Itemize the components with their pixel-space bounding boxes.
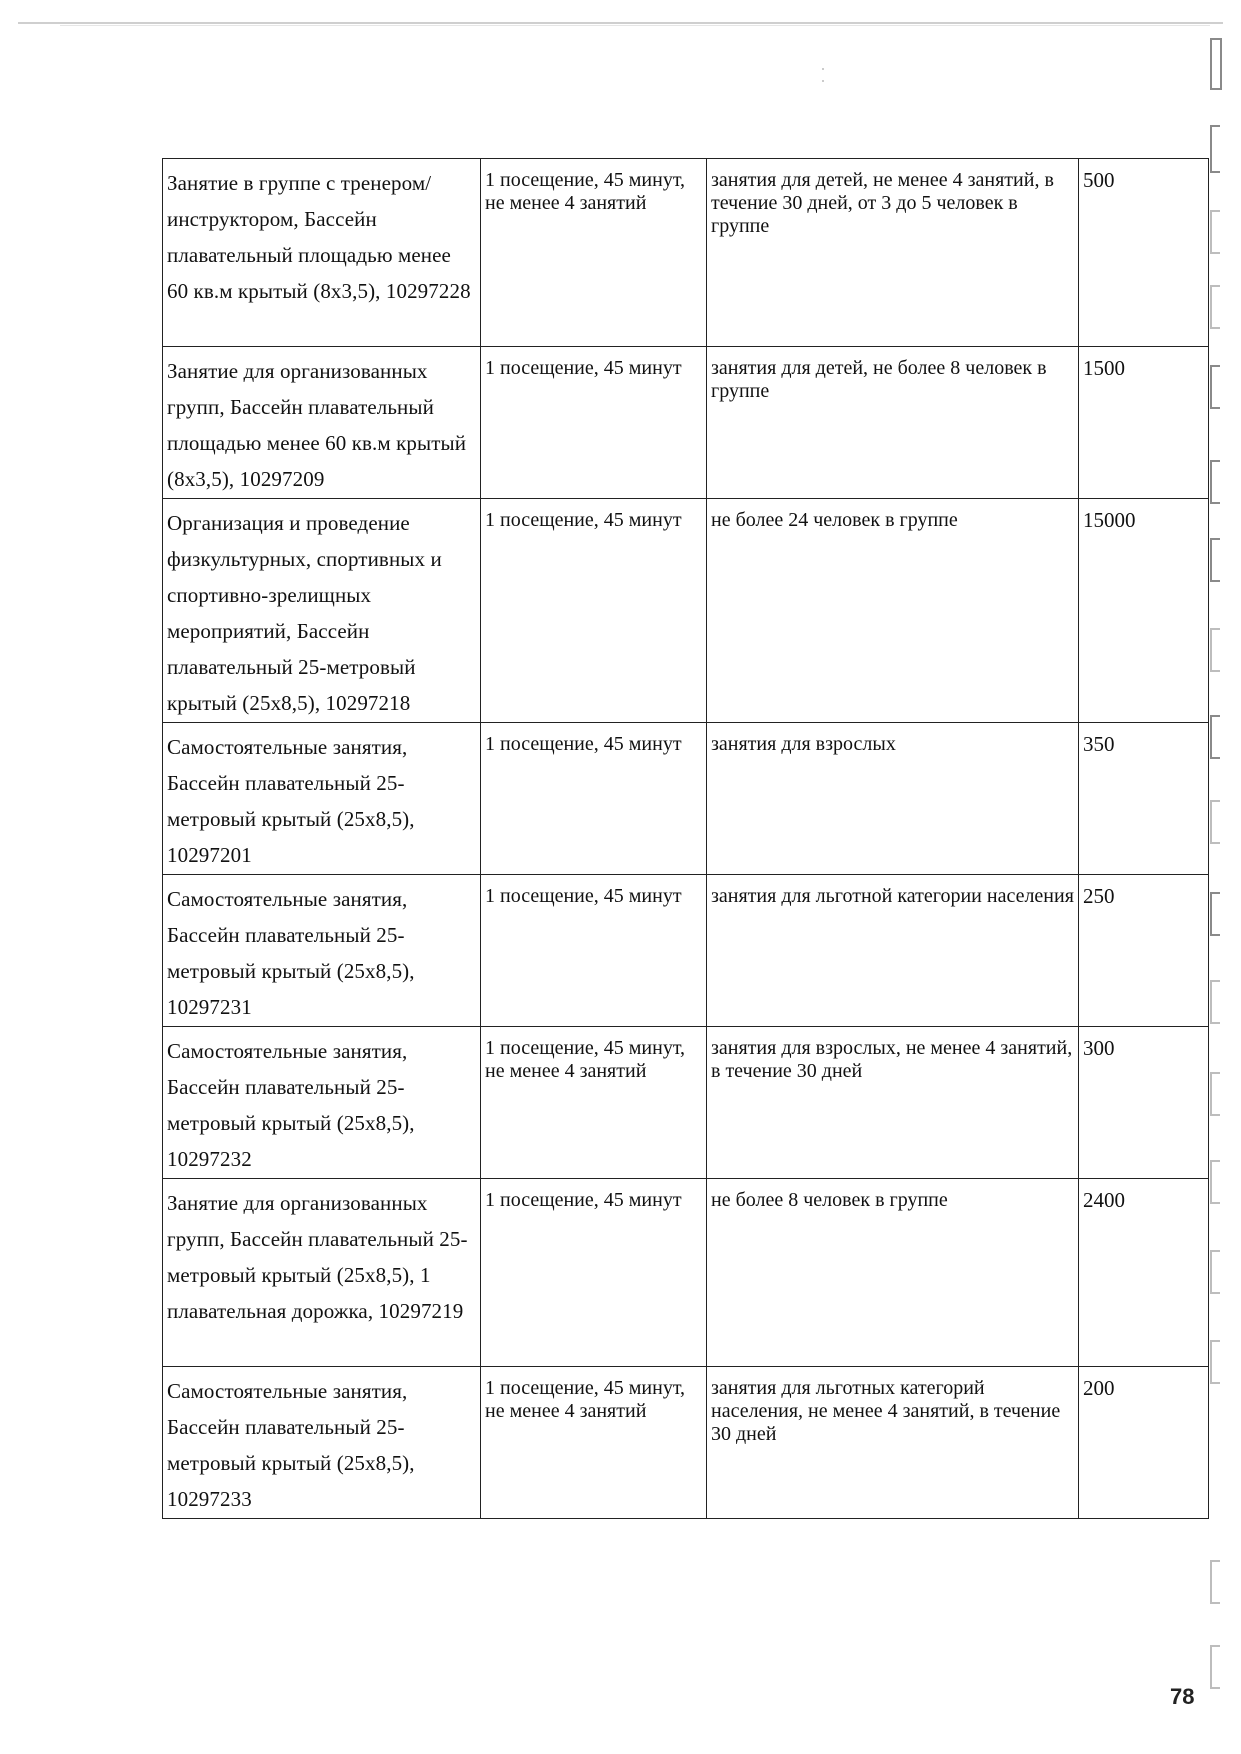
- edge-mark: [1210, 285, 1220, 329]
- edge-mark: [1210, 210, 1220, 254]
- edge-mark: [1210, 125, 1220, 173]
- edge-mark: [1210, 538, 1220, 582]
- service-price: 1500: [1083, 356, 1125, 380]
- service-name-cell: [163, 1027, 481, 1179]
- service-name: Самостоятельные занятия, Бассейн плавательный 25-метровый крытый (25х8,5), 10297201: [167, 735, 415, 867]
- service-unit: 1 посещение, 45 минут, не менее 4 занятий: [485, 1037, 686, 1082]
- service-name: Организация и проведение физкультурных, спортивных и спортивно-зрелищных мероприятий, Бассейн плавательный 25-метровый крытый (25х8,5), 10297218: [167, 511, 442, 715]
- service-unit: 1 посещение, 45 минут: [485, 885, 682, 907]
- service-name-cell: [163, 347, 481, 499]
- service-name: Занятие для организованных групп, Бассейн плавательный площадью менее 60 кв.м крытый (8х3,5), 10297209: [167, 359, 467, 491]
- price-cell: [1079, 875, 1209, 1027]
- edge-mark: [1210, 892, 1220, 936]
- note-cell: [707, 1367, 1079, 1519]
- table-row: [163, 1179, 1209, 1367]
- edge-mark: [1210, 1160, 1220, 1204]
- unit-cell: [481, 347, 707, 499]
- service-note: занятия для детей, не менее 4 занятий, в течение 30 дней, от 3 до 5 человек в группе: [711, 169, 1054, 237]
- table-row: [163, 499, 1209, 723]
- unit-cell: [481, 1367, 707, 1519]
- service-name: Занятие в группе с тренером/инструктором, Бассейн плавательный площадью менее 60 кв.м крытый (8х3,5), 10297228: [167, 171, 471, 303]
- unit-cell: [481, 159, 707, 347]
- service-name: Занятие для организованных групп, Бассейн плавательный 25-метровый крытый (25х8,5), 1 плавательная дорожка, 10297219: [167, 1191, 468, 1323]
- service-name-cell: [163, 875, 481, 1027]
- table-row: [163, 347, 1209, 499]
- note-cell: [707, 1027, 1079, 1179]
- service-price: 250: [1083, 884, 1115, 908]
- service-price: 500: [1083, 168, 1115, 192]
- scan-speck: [822, 80, 824, 82]
- service-note: занятия для взрослых: [711, 733, 896, 755]
- table-row: [163, 723, 1209, 875]
- service-price: 300: [1083, 1036, 1115, 1060]
- edge-mark: [1210, 1250, 1220, 1294]
- edge-mark: [1210, 1340, 1220, 1384]
- edge-mark: [1210, 628, 1220, 672]
- service-name: Самостоятельные занятия, Бассейн плавательный 25-метровый крытый (25х8,5), 10297231: [167, 887, 415, 1019]
- service-price: 200: [1083, 1376, 1115, 1400]
- edge-mark: [1210, 460, 1220, 504]
- service-price: 15000: [1083, 508, 1136, 532]
- note-cell: [707, 499, 1079, 723]
- unit-cell: [481, 499, 707, 723]
- service-unit: 1 посещение, 45 минут: [485, 357, 682, 379]
- edge-mark: [1210, 1072, 1220, 1116]
- price-cell: [1079, 499, 1209, 723]
- edge-mark: [1210, 1645, 1220, 1689]
- service-unit: 1 посещение, 45 минут: [485, 509, 682, 531]
- table-row: [163, 159, 1209, 347]
- note-cell: [707, 723, 1079, 875]
- service-price: 2400: [1083, 1188, 1125, 1212]
- edge-mark: [1210, 715, 1220, 759]
- service-note: не более 8 человек в группе: [711, 1189, 948, 1211]
- price-cell: [1079, 1367, 1209, 1519]
- edge-mark: [1210, 38, 1222, 90]
- price-cell: [1079, 1179, 1209, 1367]
- edge-mark: [1210, 1560, 1220, 1604]
- price-cell: [1079, 1027, 1209, 1179]
- scan-edge-line-faint: [60, 25, 1210, 26]
- service-note: занятия для льготной категории населения: [711, 885, 1074, 907]
- unit-cell: [481, 1027, 707, 1179]
- price-cell: [1079, 723, 1209, 875]
- service-name-cell: [163, 1367, 481, 1519]
- binder-edge-marks: [1208, 30, 1241, 1730]
- unit-cell: [481, 875, 707, 1027]
- unit-cell: [481, 723, 707, 875]
- service-name: Самостоятельные занятия, Бассейн плавательный 25-метровый крытый (25х8,5), 10297232: [167, 1039, 415, 1171]
- service-unit: 1 посещение, 45 минут, не менее 4 занятий: [485, 169, 686, 214]
- edge-mark: [1210, 365, 1220, 409]
- price-table: [162, 158, 1209, 1519]
- service-unit: 1 посещение, 45 минут: [485, 733, 682, 755]
- edge-mark: [1210, 800, 1220, 844]
- table-row: [163, 1367, 1209, 1519]
- service-price: 350: [1083, 732, 1115, 756]
- page-number: 78: [1170, 1684, 1195, 1709]
- service-unit: 1 посещение, 45 минут: [485, 1189, 682, 1211]
- note-cell: [707, 347, 1079, 499]
- service-name-cell: [163, 723, 481, 875]
- note-cell: [707, 159, 1079, 347]
- service-name-cell: [163, 159, 481, 347]
- scan-edge-line: [18, 22, 1223, 24]
- note-cell: [707, 1179, 1079, 1367]
- scan-speck: [822, 68, 824, 70]
- service-note: занятия для взрослых, не менее 4 занятий, в течение 30 дней: [711, 1037, 1073, 1082]
- table-row: [163, 1027, 1209, 1179]
- service-name: Самостоятельные занятия, Бассейн плавательный 25-метровый крытый (25х8,5), 10297233: [167, 1379, 415, 1511]
- table-row: [163, 875, 1209, 1027]
- price-cell: [1079, 347, 1209, 499]
- service-note: занятия для льготных категорий населения, не менее 4 занятий, в течение 30 дней: [711, 1377, 1061, 1445]
- service-note: не более 24 человек в группе: [711, 509, 958, 531]
- service-name-cell: [163, 499, 481, 723]
- price-cell: [1079, 159, 1209, 347]
- service-name-cell: [163, 1179, 481, 1367]
- edge-mark: [1210, 980, 1220, 1024]
- note-cell: [707, 875, 1079, 1027]
- service-unit: 1 посещение, 45 минут, не менее 4 занятий: [485, 1377, 686, 1422]
- service-note: занятия для детей, не более 8 человек в группе: [711, 357, 1047, 402]
- unit-cell: [481, 1179, 707, 1367]
